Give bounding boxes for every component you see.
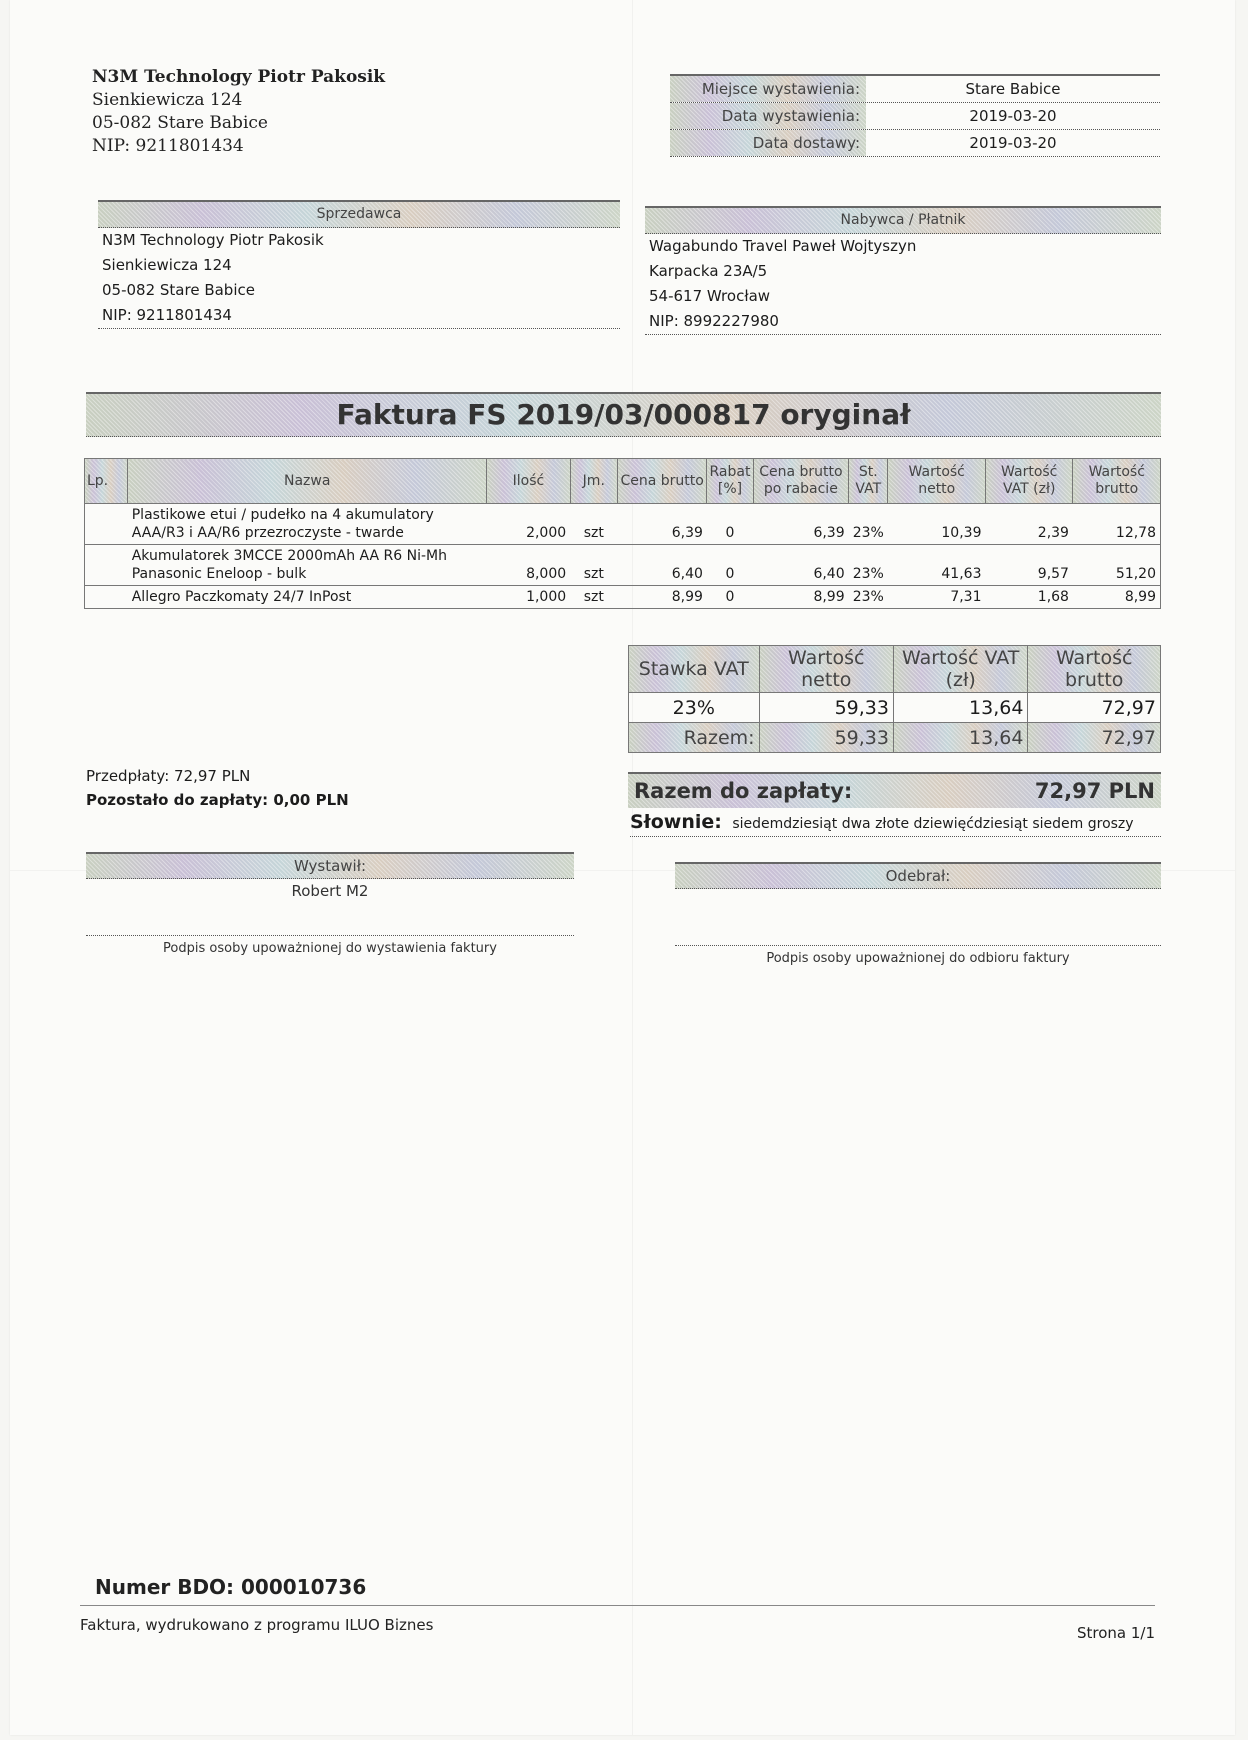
page-footer bbox=[80, 1605, 1155, 1642]
issue-place-label: Miejsce wystawienia: bbox=[670, 76, 866, 102]
cell-vat: 1,68 bbox=[985, 586, 1072, 609]
cell-discount: 0 bbox=[707, 586, 753, 609]
cell-qty: 1,000 bbox=[487, 586, 570, 609]
cell-name bbox=[128, 504, 487, 545]
receiver-caption: Podpis osoby upoważnionej do odbioru faktury bbox=[675, 945, 1161, 966]
issue-info bbox=[670, 74, 1160, 157]
item-name-line: AAA/R3 i AA/R6 przezroczyste - twarde bbox=[131, 525, 404, 541]
in-words-label: Słownie: bbox=[630, 811, 722, 833]
cell-discount: 0 bbox=[707, 545, 753, 586]
buyer-line: Wagabundo Travel Paweł Wojtyszyn bbox=[649, 237, 917, 255]
cell-price-after: 6,39 bbox=[753, 504, 849, 545]
col-unit: Jm. bbox=[570, 459, 617, 504]
company-name: N3M Technology Piotr Pakosik bbox=[92, 67, 386, 87]
vat-col-gross: Wartość brutto bbox=[1028, 646, 1161, 693]
buyer-line: Karpacka 23A/5 bbox=[649, 262, 768, 280]
issue-place-row bbox=[670, 76, 1160, 103]
seller-details bbox=[98, 228, 620, 329]
items-table bbox=[84, 458, 1161, 609]
issue-place-value: Stare Babice bbox=[965, 80, 1061, 98]
cell-vat-rate: 23% bbox=[849, 545, 888, 586]
vat-row bbox=[629, 693, 1161, 723]
item-name-line: Plastikowe etui / pudełko na 4 akumulatory bbox=[131, 507, 434, 523]
vat-vat: 13,64 bbox=[894, 693, 1028, 723]
cell-net: 41,63 bbox=[888, 545, 986, 586]
in-words-value: siedemdziesiąt dwa złote dziewięćdziesiąt siedem groszy bbox=[732, 816, 1134, 832]
company-street: Sienkiewicza 124 bbox=[92, 90, 243, 110]
receiver-signature-block bbox=[675, 862, 1161, 966]
company-block bbox=[92, 66, 385, 158]
cell-lp bbox=[85, 504, 128, 545]
seller-line: NIP: 9211801434 bbox=[102, 306, 232, 324]
issuer-name: Robert M2 bbox=[291, 882, 369, 900]
table-row bbox=[85, 586, 1161, 609]
seller-block bbox=[98, 200, 620, 329]
issuer-signature-block bbox=[86, 852, 574, 956]
page-number: Strona 1/1 bbox=[1076, 1624, 1155, 1642]
col-net: Wartość netto bbox=[888, 459, 986, 504]
vat-gross: 72,97 bbox=[1028, 693, 1161, 723]
vat-net: 59,33 bbox=[759, 693, 893, 723]
cell-unit: szt bbox=[570, 586, 617, 609]
item-name-line: Allegro Paczkomaty 24/7 InPost bbox=[131, 589, 352, 605]
buyer-line: 54-617 Wrocław bbox=[649, 287, 771, 305]
vat-col-rate: Stawka VAT bbox=[629, 646, 760, 693]
cell-net: 10,39 bbox=[888, 504, 986, 545]
col-qty: Ilość bbox=[487, 459, 570, 504]
vat-total-vat: 13,64 bbox=[894, 723, 1028, 753]
invoice-title: Faktura FS 2019/03/000817 oryginał bbox=[86, 392, 1161, 437]
total-due-value: 72,97 PLN bbox=[1034, 779, 1155, 803]
total-due-label: Razem do zapłaty: bbox=[634, 779, 853, 803]
vat-total-gross: 72,97 bbox=[1028, 723, 1161, 753]
prepaid-amount: Przedpłaty: 72,97 PLN bbox=[86, 767, 251, 785]
cell-name bbox=[128, 586, 487, 609]
col-discount: Rabat [%] bbox=[707, 459, 753, 504]
delivery-date-row bbox=[670, 130, 1160, 157]
total-due bbox=[628, 772, 1161, 808]
issuer-header: Wystawił: bbox=[86, 852, 574, 879]
payments-block bbox=[86, 764, 349, 812]
vat-col-net: Wartość netto bbox=[759, 646, 893, 693]
amount-in-words bbox=[630, 808, 1161, 837]
vat-total-net: 59,33 bbox=[759, 723, 893, 753]
company-nip: NIP: 9211801434 bbox=[92, 136, 244, 156]
seller-line: Sienkiewicza 124 bbox=[102, 256, 232, 274]
col-lp: Lp. bbox=[85, 459, 128, 504]
col-name: Nazwa bbox=[128, 459, 487, 504]
cell-price: 6,39 bbox=[617, 504, 706, 545]
table-row bbox=[85, 545, 1161, 586]
cell-net: 7,31 bbox=[888, 586, 986, 609]
cell-price-after: 6,40 bbox=[753, 545, 849, 586]
issue-date-value: 2019-03-20 bbox=[969, 107, 1057, 125]
vat-total-row bbox=[629, 723, 1161, 753]
remaining-amount: Pozostało do zapłaty: 0,00 PLN bbox=[86, 791, 349, 809]
delivery-date-value: 2019-03-20 bbox=[969, 134, 1057, 152]
cell-vat-rate: 23% bbox=[849, 586, 888, 609]
table-row bbox=[85, 504, 1161, 545]
company-city: 05-082 Stare Babice bbox=[92, 113, 268, 133]
item-name-line: Akumulatorek 3MCCE 2000mAh AA R6 Ni-Mh bbox=[131, 548, 447, 564]
cell-qty: 2,000 bbox=[487, 504, 570, 545]
cell-unit: szt bbox=[570, 545, 617, 586]
footer-left: Faktura, wydrukowano z programu ILUO Biznes bbox=[80, 1616, 434, 1634]
col-vat-rate: St. VAT bbox=[849, 459, 888, 504]
cell-price-after: 8,99 bbox=[753, 586, 849, 609]
vat-header-row bbox=[629, 646, 1161, 693]
cell-unit: szt bbox=[570, 504, 617, 545]
cell-name bbox=[128, 545, 487, 586]
cell-gross: 8,99 bbox=[1073, 586, 1161, 609]
buyer-details bbox=[645, 234, 1161, 335]
receiver-signature-space bbox=[675, 889, 1161, 945]
cell-lp bbox=[85, 545, 128, 586]
fold-line-vertical bbox=[632, 0, 633, 1735]
col-price-after: Cena brutto po rabacie bbox=[753, 459, 849, 504]
cell-gross: 12,78 bbox=[1073, 504, 1161, 545]
seller-line: N3M Technology Piotr Pakosik bbox=[102, 231, 324, 249]
cell-lp bbox=[85, 586, 128, 609]
vat-col-vat: Wartość VAT (zł) bbox=[894, 646, 1028, 693]
items-header-row bbox=[85, 459, 1161, 504]
item-name-line: Panasonic Eneloop - bulk bbox=[131, 566, 307, 582]
seller-header: Sprzedawca bbox=[98, 200, 620, 228]
cell-gross: 51,20 bbox=[1073, 545, 1161, 586]
vat-total-label: Razem: bbox=[629, 723, 760, 753]
col-gross: Wartość brutto bbox=[1073, 459, 1161, 504]
cell-qty: 8,000 bbox=[487, 545, 570, 586]
delivery-date-label: Data dostawy: bbox=[670, 130, 866, 156]
buyer-line: NIP: 8992227980 bbox=[649, 312, 779, 330]
bdo-number: Numer BDO: 000010736 bbox=[95, 1575, 367, 1599]
cell-vat: 2,39 bbox=[985, 504, 1072, 545]
cell-vat-rate: 23% bbox=[849, 504, 888, 545]
cell-vat: 9,57 bbox=[985, 545, 1072, 586]
seller-line: 05-082 Stare Babice bbox=[102, 281, 255, 299]
issuer-caption: Podpis osoby upoważnionej do wystawienia faktury bbox=[86, 935, 574, 956]
vat-rate: 23% bbox=[629, 693, 760, 723]
col-vat: Wartość VAT (zł) bbox=[985, 459, 1072, 504]
buyer-block bbox=[645, 206, 1161, 335]
cell-price: 8,99 bbox=[617, 586, 706, 609]
cell-price: 6,40 bbox=[617, 545, 706, 586]
vat-summary-table bbox=[628, 645, 1161, 753]
receiver-header: Odebrał: bbox=[675, 862, 1161, 889]
cell-discount: 0 bbox=[707, 504, 753, 545]
buyer-header: Nabywca / Płatnik bbox=[645, 206, 1161, 234]
issue-date-label: Data wystawienia: bbox=[670, 103, 866, 129]
col-price: Cena brutto bbox=[617, 459, 706, 504]
issue-date-row bbox=[670, 103, 1160, 130]
